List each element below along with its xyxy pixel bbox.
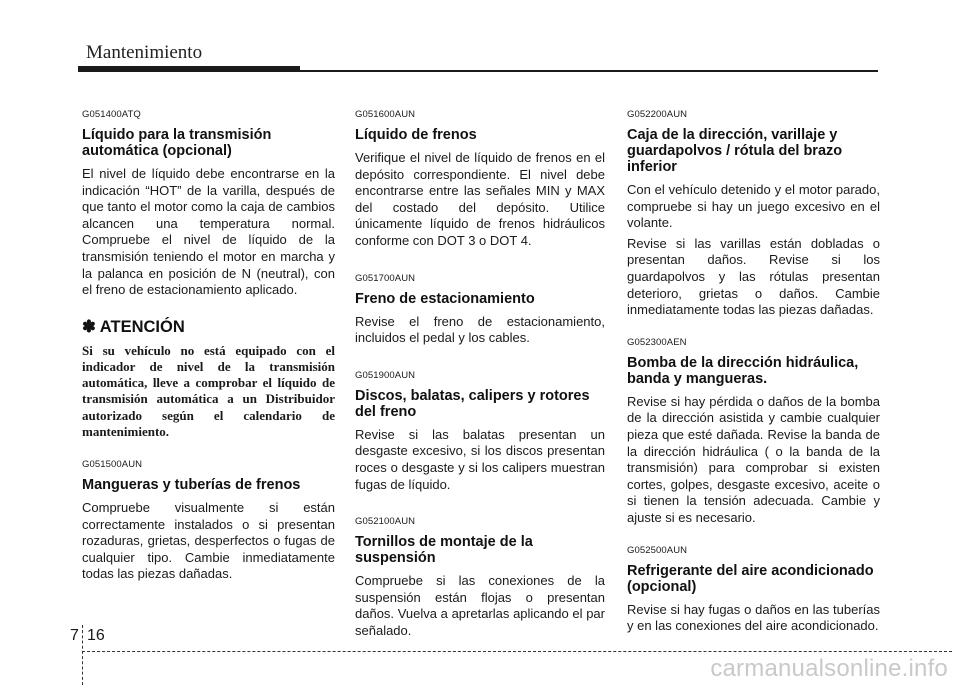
section-body: Revise si hay pérdida o daños de la bomba de la dirección asistida y cambie cualquier pieza que esté dañada. Revise la banda de la dirección hidráulica ( o la banda de la transmisión) para comprobar si existen cortes, golpes, desgaste excesivo, aceite o si tienen la tensión adecuada. Cambie y ajuste si es necesario.	[627, 393, 880, 525]
section-body: Revise si hay fugas o daños en las tuberías y en las conexiones del aire acondicionado.	[627, 601, 880, 634]
footer-divider-vertical	[82, 625, 83, 685]
attention-body: Si su vehículo no está equipado con el indicador de nivel de la transmisión automática, lleve a comprobar el líquido de transmisión automática a un Distribuidor autorizado según el calendario de mantenimiento.	[82, 342, 335, 439]
section-heading: Bomba de la dirección hidráulica, banda y mangueras.	[627, 354, 859, 387]
section-code: G052200AUN	[627, 109, 688, 120]
section-heading: Tornillos de montaje de la suspensión	[355, 534, 533, 567]
column-middle	[355, 109, 605, 644]
section-heading: Mangueras y tuberías de frenos	[82, 476, 301, 493]
header-rule-thick	[78, 66, 300, 72]
section-body: Con el vehículo detenido y el motor parado, compruebe si hay un juego excesivo en el volante.	[627, 182, 880, 231]
chapter-number: 7	[70, 627, 79, 644]
section-body: El nivel de líquido debe encontrarse en la indicación “HOT” de la varilla, después de que tanto el motor como la caja de cambios alcancen una temperatura normal. Compruebe el nivel de líquido de la transmisión teniendo el motor en marcha y la palanca en posición de N (neutral), con el freno de estacionamiento aplicado.	[82, 166, 335, 298]
section-heading: Líquido de frenos	[355, 127, 477, 143]
section-code: G052100AUN	[355, 516, 416, 528]
section-code: G051500AUN	[82, 458, 143, 470]
section-heading: Caja de la dirección, varillaje y guardapolvos / rótula del brazo inferior	[627, 127, 843, 175]
section-code: G051700AUN	[355, 272, 416, 284]
section-heading: Líquido para la transmisión automática (opcional)	[82, 127, 272, 159]
section-code: G051600AUN	[355, 109, 416, 120]
section-body: Verifique el nivel de líquido de frenos en el depósito correspondiente. El nivel debe encontrarse entre las señales MIN y MAX del costado del depósito. Utilice únicamente líquido de frenos hidráulicos conforme con DOT 3 o DOT 4.	[355, 150, 605, 248]
section-code: G052500AUN	[627, 544, 688, 556]
section-code: G052300AEN	[627, 336, 687, 348]
page-number: 16	[87, 627, 105, 644]
section-body: Revise si las varillas están dobladas o presentan daños. Revise si los guardapolvos y las rótulas presentan deterioro, grietas o daños. Cambie inmediatamente todas las piezas dañadas.	[627, 235, 880, 318]
section-heading: Freno de estacionamiento	[355, 290, 535, 307]
attention-heading: ✽ ATENCIÓN	[82, 317, 185, 336]
section-body: Compruebe si las conexiones de la suspensión están flojas o presentan daños. Vuelva a apretarlas aplicando el par señalado.	[355, 573, 605, 638]
column-right	[627, 109, 880, 639]
watermark: carmanualsonline.info	[710, 655, 948, 682]
column-left	[82, 109, 335, 587]
section-body: Revise el freno de estacionamiento, incluidos el pedal y los cables.	[355, 313, 605, 346]
section-heading: Discos, balatas, calipers y rotores del freno	[355, 387, 590, 420]
section-code: G051400ATQ	[82, 109, 141, 120]
section-body: Revise si las balatas presentan un desgaste excesivo, si los discos presentan roces o desgaste y si los calipers muestran fugas de líquido.	[355, 426, 605, 492]
footer-divider-horizontal	[82, 651, 952, 652]
page-header-title: Mantenimiento	[86, 42, 203, 63]
section-code: G051900AUN	[355, 369, 416, 381]
section-body: Compruebe visualmente si están correctamente instalados o si presentan rozaduras, grietas, desperfectos o fugas de cualquier tipo. Cambie inmediatamente todas las piezas dañadas.	[82, 499, 335, 582]
section-heading: Refrigerante del aire acondicionado (opcional)	[627, 562, 874, 595]
header-rule-thin	[300, 70, 878, 72]
